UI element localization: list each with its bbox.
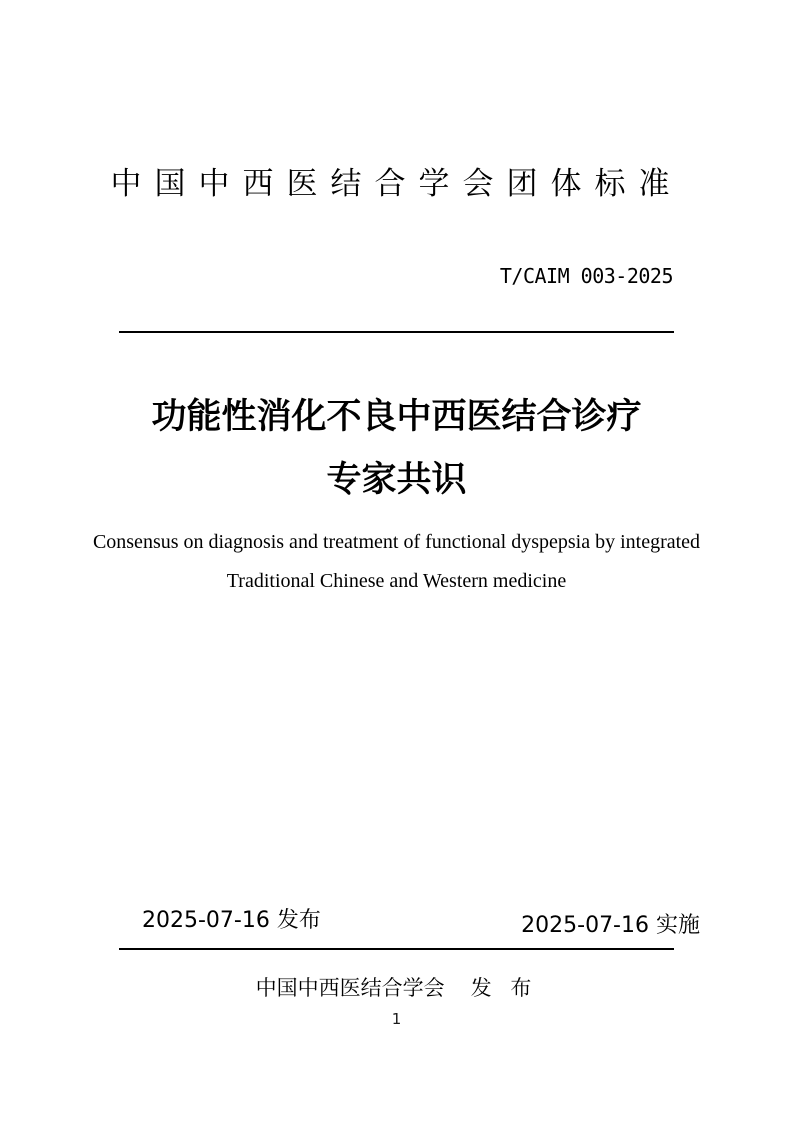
english-subtitle-line-1: Consensus on diagnosis and treatment of functional dyspepsia by integrated (92, 531, 701, 553)
issue-date: 2025-07-16 发布 (142, 908, 321, 933)
implementation-date: 2025-07-16 实施 (521, 913, 700, 938)
standard-body-header: 中国中西医结合学会团体标准 (110, 166, 683, 202)
english-subtitle-line-2: Traditional Chinese and Western medicine (226, 570, 567, 592)
top-rule (119, 331, 674, 333)
page-number: 1 (391, 1010, 402, 1028)
publisher-label: 发 布 (470, 976, 538, 1000)
publisher-org: 中国中西医结合学会 (255, 976, 445, 1000)
document-title-line-2: 专家共识 (326, 460, 467, 500)
standard-number: T/CAIM 003-2025 (499, 264, 673, 288)
document-title-line-1: 功能性消化不良中西医结合诊疗 (151, 397, 642, 437)
bottom-rule (119, 948, 674, 950)
publisher-line (0, 972, 793, 1002)
